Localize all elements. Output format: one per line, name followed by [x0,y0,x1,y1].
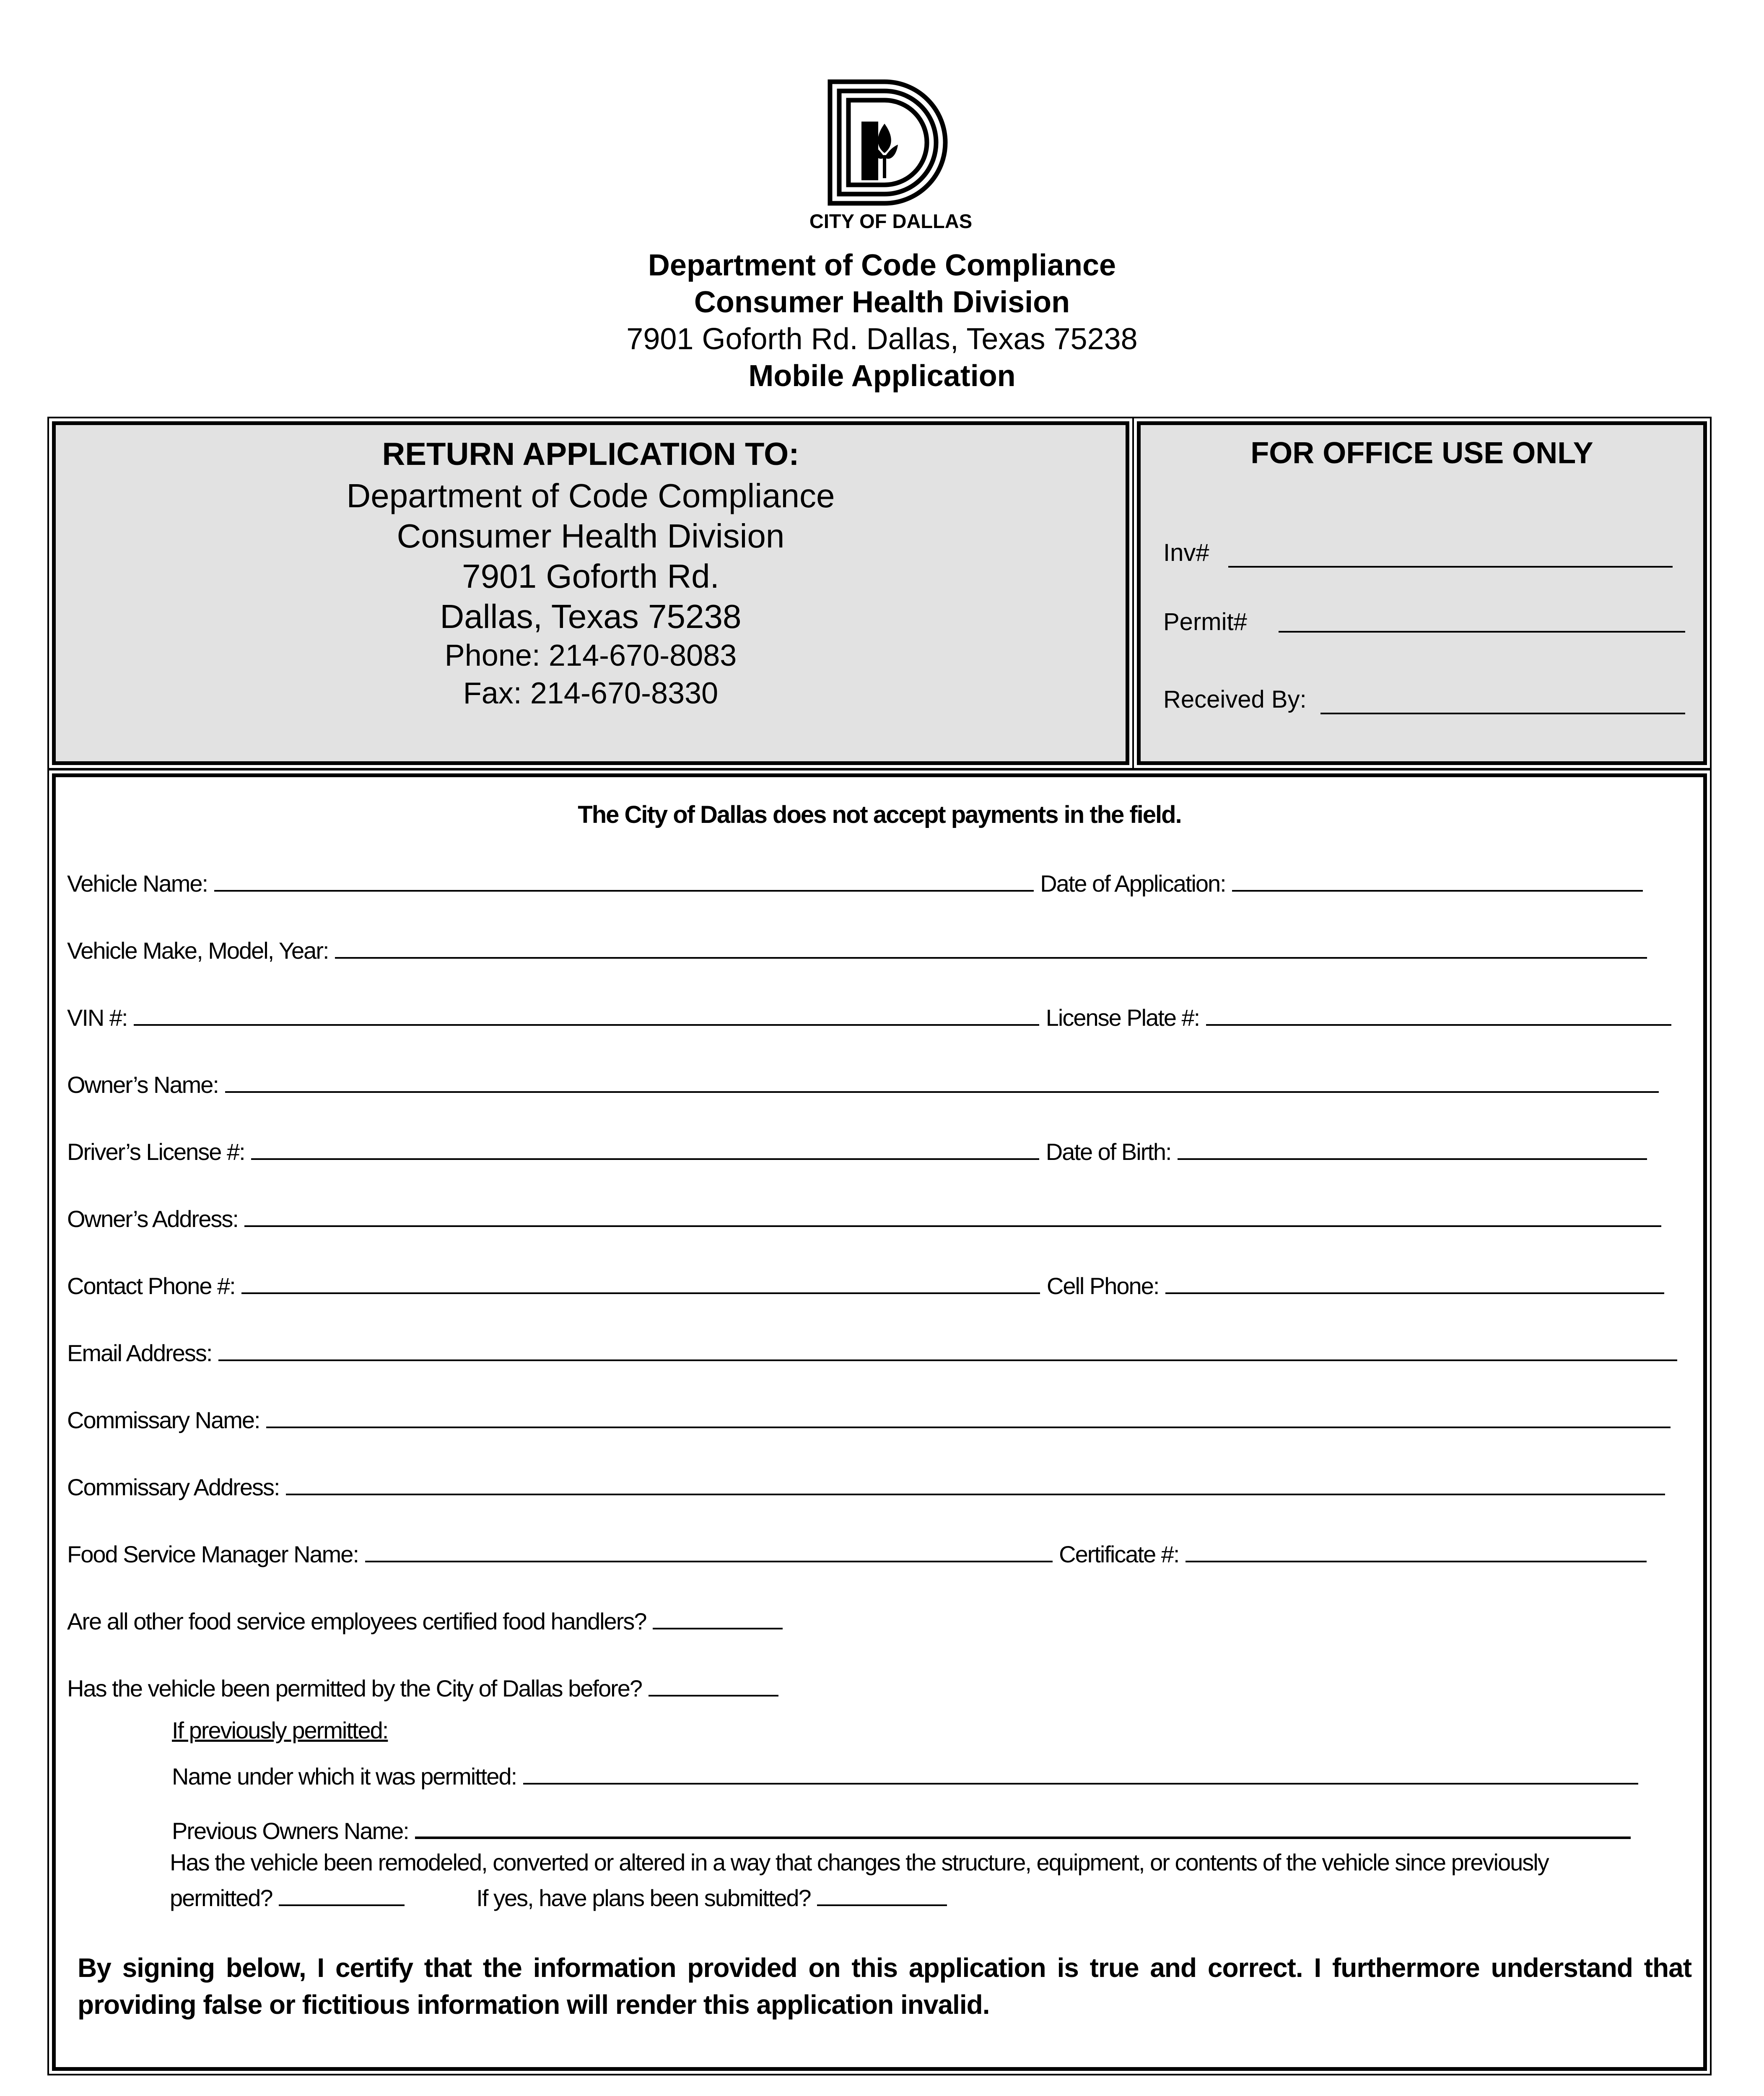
previous-owners-input[interactable] [415,1837,1631,1839]
row-contact-phone [67,1272,1664,1300]
row-make-model-year [67,937,1647,964]
division-title: Consumer Health Division [694,285,1070,319]
contact-phone-input[interactable] [241,1292,1040,1294]
cell-phone-input[interactable] [1165,1292,1664,1294]
email-input[interactable] [218,1359,1677,1361]
owners-address-label: Owner’s Address: [67,1206,238,1232]
plans-submitted-input[interactable] [817,1904,947,1906]
row-owners-name [67,1071,1659,1098]
food-handlers-input[interactable] [653,1628,783,1629]
license-plate-input[interactable] [1206,1024,1671,1026]
make-model-year-label: Vehicle Make, Model, Year: [67,937,329,964]
inv-label: Inv# [1163,539,1209,566]
return-line1: Department of Code Compliance [346,477,835,514]
date-of-birth-input[interactable] [1178,1158,1647,1160]
drivers-license-label: Driver’s License #: [67,1139,245,1165]
certificate-input[interactable] [1186,1561,1647,1562]
email-label: Email Address: [67,1340,212,1366]
vin-input[interactable] [134,1024,1039,1026]
name-permitted-input[interactable] [523,1783,1638,1785]
logo-caption: CITY OF DALLAS [809,210,973,232]
return-title: RETURN APPLICATION TO: [382,436,799,472]
fsm-name-label: Food Service Manager Name: [67,1541,359,1567]
commissary-name-input[interactable] [266,1427,1671,1428]
row-previous-owners [172,1817,1631,1844]
city-of-dallas-logo [822,73,960,212]
return-fax: Fax: 214-670-8330 [463,677,719,710]
commissary-address-label: Commissary Address: [67,1474,280,1500]
row-fsm [67,1541,1647,1568]
row-remodeled [170,1849,1549,1876]
cell-phone-label: Cell Phone: [1046,1273,1159,1299]
row-permitted-before [67,1675,778,1702]
row-commissary-address [67,1473,1665,1501]
inv-line[interactable] [1228,566,1673,568]
plans-submitted-label: If yes, have plans been submitted? [476,1885,811,1911]
return-line3: 7901 Goforth Rd. [462,558,719,595]
license-plate-label: License Plate #: [1045,1004,1200,1031]
remodeled-label: Has the vehicle been remodeled, converted or altered in a way that changes the structure, equipment, or contents of the vehicle since previously [170,1849,1549,1876]
certificate-label: Certificate #: [1059,1541,1179,1567]
row-email [67,1339,1677,1367]
vehicle-name-input[interactable] [214,890,1034,892]
owners-name-label: Owner’s Name: [67,1071,218,1098]
certification-statement: By signing below, I certify that the information provided on this application is true and correct. I furthermore understand that providing false or fictitious information will render this application invalid. [78,1953,1691,2020]
name-permitted-label: Name under which it was permitted: [172,1763,517,1790]
received-line[interactable] [1320,713,1685,714]
date-of-application-input[interactable] [1232,890,1643,892]
row-remodeled-answers [170,1884,947,1912]
office-title: FOR OFFICE USE ONLY [1250,436,1593,470]
permitted-before-input[interactable] [649,1695,778,1697]
received-label: Received By: [1163,686,1307,713]
payments-notice: The City of Dallas does not accept payments in the field. [578,801,1181,828]
permit-label: Permit# [1163,608,1247,636]
return-line2: Consumer Health Division [397,517,785,555]
permitted-before-label: Has the vehicle been permitted by the City of Dallas before? [67,1675,642,1702]
header-address: 7901 Goforth Rd. Dallas, Texas 75238 [626,322,1138,356]
dept-title: Department of Code Compliance [648,249,1116,282]
row-vehicle-name [67,870,1643,897]
owners-address-input[interactable] [244,1225,1661,1227]
if-previously-label: If previously permitted: [172,1717,388,1743]
date-of-application-label: Date of Application: [1040,870,1226,897]
vehicle-name-label: Vehicle Name: [67,870,208,897]
return-address-block [52,476,1129,712]
make-model-year-input[interactable] [335,957,1647,959]
date-of-birth-label: Date of Birth: [1045,1139,1171,1165]
permit-line[interactable] [1279,631,1685,633]
row-food-handlers [67,1608,783,1635]
food-handlers-label: Are all other food service employees certified food handlers? [67,1608,646,1634]
remodeled-input[interactable] [279,1904,405,1906]
permitted-question-label: permitted? [170,1885,272,1911]
vin-label: VIN #: [67,1004,127,1031]
return-phone: Phone: 214-670-8083 [444,639,737,672]
row-vin [67,1004,1671,1031]
commissary-name-label: Commissary Name: [67,1407,260,1433]
if-previously-permitted [172,1717,388,1744]
return-line4: Dallas, Texas 75238 [440,598,742,635]
commissary-address-input[interactable] [286,1494,1665,1495]
row-name-permitted [172,1763,1638,1790]
drivers-license-input[interactable] [251,1158,1039,1160]
previous-owners-label: Previous Owners Name: [172,1818,409,1844]
fsm-name-input[interactable] [365,1561,1053,1562]
owners-name-input[interactable] [225,1091,1659,1093]
row-drivers-license [67,1138,1647,1165]
row-commissary-name [67,1406,1671,1434]
contact-phone-label: Contact Phone #: [67,1273,235,1299]
row-owners-address [67,1205,1661,1232]
form-title: Mobile Application [748,359,1016,393]
